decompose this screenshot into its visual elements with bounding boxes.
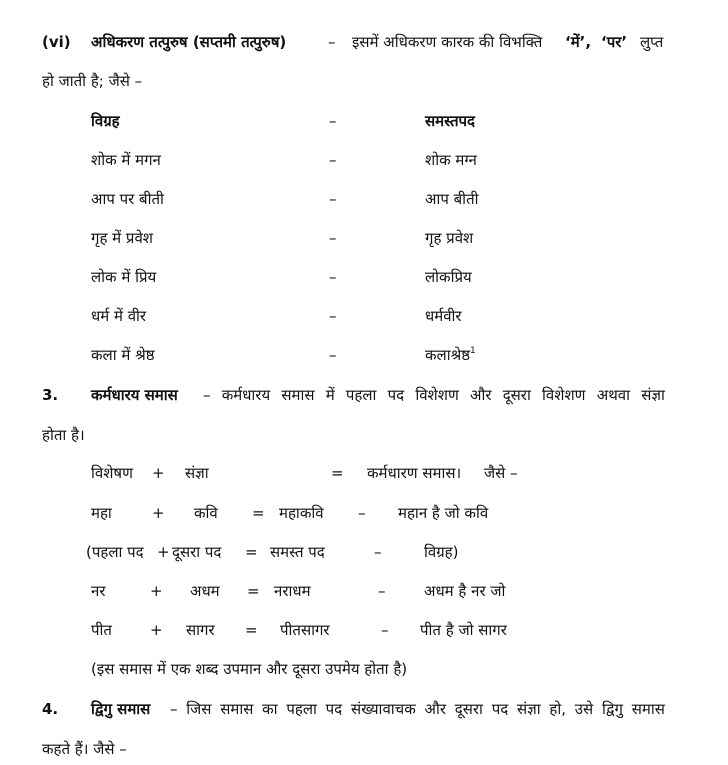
s3-word: पद	[387, 386, 405, 404]
footnote-marker: 1	[470, 346, 476, 356]
formula-eq: =	[331, 464, 344, 482]
example-4-dash: –	[381, 621, 389, 639]
example-4-b: सागर	[186, 621, 215, 639]
table-row-3-samastpad: गृह प्रवेश	[425, 229, 474, 247]
example-1-a: महा	[91, 504, 112, 522]
table-row-4-vigrah: लोक में प्रिय	[91, 268, 157, 286]
section-vi-text-end: लुप्त	[640, 33, 664, 51]
s3-word: संज्ञा	[641, 386, 665, 404]
section-vi-number: (vi)	[42, 33, 71, 51]
formula-a: विशेषण	[91, 464, 133, 482]
example-2-a: (पहला पद	[86, 543, 144, 561]
table-header-vigrah: विग्रह	[91, 112, 120, 130]
s4-word: संख्यावाचक	[350, 700, 416, 718]
table-row-4-dash: –	[329, 268, 337, 286]
s4-word: समास	[220, 700, 254, 718]
formula-plus: +	[152, 464, 165, 482]
example-4-a: पीत	[91, 621, 112, 639]
section-3-title: कर्मधारय समास	[91, 386, 178, 404]
formula-c: कर्मधारण समास।	[367, 464, 462, 482]
example-4-plus: +	[150, 621, 163, 639]
example-4-eq: =	[245, 621, 258, 639]
s3-word: विशेशण	[542, 386, 586, 404]
s3-word: –	[203, 386, 211, 404]
s4-word: उसे	[574, 700, 594, 718]
s4-word: समास	[631, 700, 665, 718]
s4-word: संज्ञा	[516, 700, 541, 718]
s3-word: विशेशण	[415, 386, 459, 404]
example-3-b: अधम	[190, 582, 220, 600]
section-3-line2: होता है।	[42, 426, 85, 444]
section-vi-line2: हो जाती है; जैसे –	[42, 72, 143, 90]
section-vi-title: अधिकरण तत्पुरुष (सप्तमी तत्पुरुष)	[91, 33, 287, 51]
s3-word: अथवा	[596, 386, 631, 404]
s3-word: दूसरा	[502, 386, 531, 404]
table-row-3-dash: –	[329, 229, 337, 247]
example-1-c: महाकवि	[279, 504, 324, 522]
example-3-eq: =	[247, 582, 260, 600]
s3-word: में	[325, 386, 335, 404]
s4-word: –	[170, 700, 178, 718]
section-vi-dash: –	[328, 33, 336, 51]
section-3-number: 3.	[42, 386, 59, 404]
example-3-dash: –	[378, 582, 386, 600]
s4-word: पद	[325, 700, 343, 718]
section-4-line2: कहते हैं। जैसे –	[42, 740, 127, 758]
table-row-1-dash: –	[329, 151, 337, 169]
section-4-title: द्विगु समास	[91, 700, 151, 718]
example-1-dash: –	[358, 504, 366, 522]
example-2-eq: =	[245, 543, 258, 561]
s4-word: और	[424, 700, 446, 718]
table-row-1-samastpad: शोक मग्न	[425, 151, 477, 169]
s3-word: कर्मधारय	[221, 386, 271, 404]
s4-word: का	[262, 700, 278, 718]
example-3-c: नराधम	[274, 582, 311, 600]
section-3-line1	[203, 385, 665, 405]
table-row-5-dash: –	[329, 307, 337, 325]
example-2-dash: –	[374, 543, 382, 561]
section-3-note: (इस समास में एक शब्द उपमान और दूसरा उपमेय होता है)	[91, 660, 408, 678]
section-vi-quote-par: ‘पर’	[601, 33, 628, 51]
table-row-6-samastpad-text: कलाश्रेष्ठ	[425, 346, 471, 364]
s4-word: पद	[491, 700, 509, 718]
table-row-6-dash: –	[329, 346, 337, 364]
table-row-1-vigrah: शोक में मगन	[91, 151, 161, 169]
section-vi-quote-me: ‘में’,	[565, 33, 592, 51]
table-row-4-samastpad: लोकप्रिय	[425, 268, 472, 286]
table-header-dash: –	[329, 112, 337, 130]
table-row-5-samastpad: धर्मवीर	[425, 307, 462, 325]
s4-word: दूसरा	[454, 700, 483, 718]
table-row-5-vigrah: धर्म में वीर	[91, 307, 147, 325]
s4-word: हो,	[549, 700, 567, 718]
formula-b: संज्ञा	[185, 464, 209, 482]
example-1-plus: +	[152, 504, 165, 522]
s3-word: पहला	[345, 386, 377, 404]
example-3-d: अधम है नर जो	[424, 582, 506, 600]
table-row-2-samastpad: आप बीती	[425, 190, 479, 208]
example-2-d: विग्रह)	[424, 543, 459, 561]
example-1-b: कवि	[194, 504, 218, 522]
s4-word: द्विगु	[601, 700, 623, 718]
example-2-c: समस्त पद	[270, 543, 325, 561]
example-2-plus: +	[157, 543, 170, 561]
table-header-samastpad: समस्तपद	[425, 112, 475, 130]
example-2-b: दूसरा पद	[172, 543, 222, 561]
example-1-d: महान है जो कवि	[398, 504, 489, 522]
s4-word: जिस	[186, 700, 212, 718]
table-row-2-vigrah: आप पर बीती	[91, 190, 164, 208]
table-row-2-dash: –	[329, 190, 337, 208]
section-4-line1	[170, 699, 665, 719]
section-4-number: 4.	[42, 700, 59, 718]
s3-word: समास	[281, 386, 315, 404]
table-row-3-vigrah: गृह में प्रवेश	[91, 229, 153, 247]
section-vi-text: इसमें अधिकरण कारक की विभक्ति	[352, 33, 543, 51]
example-3-a: नर	[91, 582, 106, 600]
s3-word: और	[470, 386, 492, 404]
s4-word: पहला	[286, 700, 317, 718]
example-3-plus: +	[150, 582, 163, 600]
table-row-6-samastpad	[425, 345, 476, 365]
example-4-c: पीतसागर	[280, 621, 330, 639]
table-row-6-vigrah: कला में श्रेष्ठ	[91, 346, 155, 364]
formula-d: जैसे –	[484, 464, 518, 482]
example-4-d: पीत है जो सागर	[420, 621, 507, 639]
example-1-eq: =	[252, 504, 265, 522]
